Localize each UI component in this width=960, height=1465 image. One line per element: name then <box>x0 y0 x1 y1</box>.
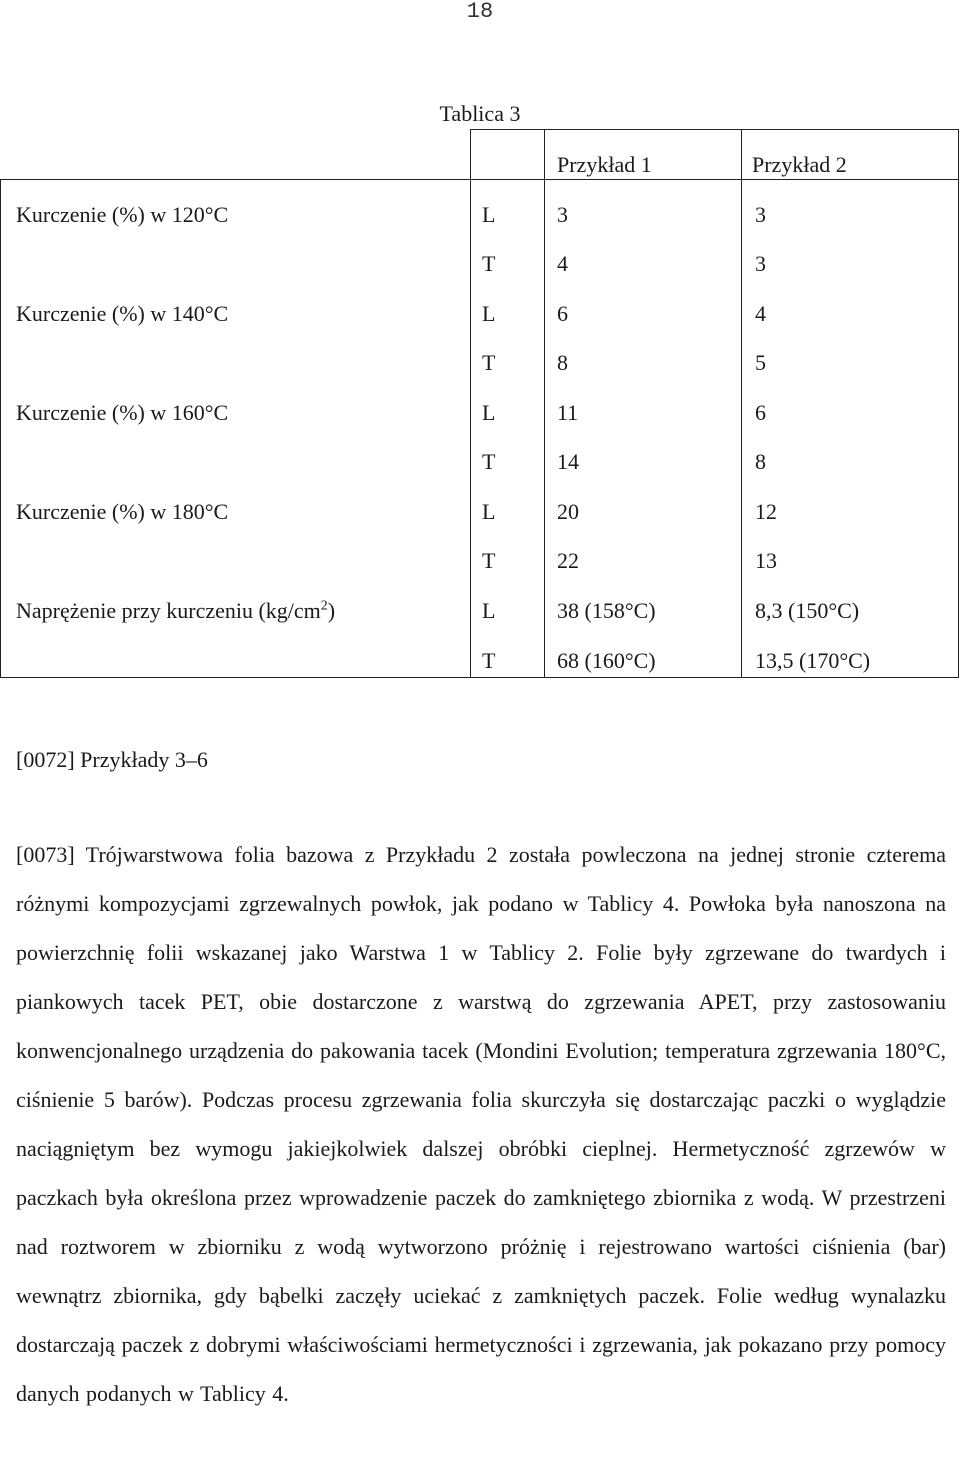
table-right-border <box>958 129 959 678</box>
table-divider-p2 <box>741 129 742 678</box>
table-divider-p1 <box>544 129 545 678</box>
row-direction: T <box>482 648 496 673</box>
row-value-example-2: 5 <box>755 350 766 375</box>
row-value-example-2: 3 <box>755 202 766 227</box>
table-bottom-border <box>0 677 959 678</box>
row-direction: T <box>482 449 496 474</box>
row-direction: L <box>482 400 496 425</box>
row-value-example-1: 8 <box>557 350 568 375</box>
row-direction: T <box>482 548 496 573</box>
header-example-1: Przykład 1 <box>557 152 652 177</box>
row-value-example-1: 11 <box>557 400 579 425</box>
row-label: Kurczenie (%) w 180°C <box>16 499 229 524</box>
table-divider-dir <box>470 129 471 678</box>
row-value-example-1: 4 <box>557 251 568 276</box>
paragraph-0073 <box>16 830 946 1418</box>
row-value-example-1: 20 <box>557 499 579 524</box>
table-caption: Tablica 3 <box>439 101 521 126</box>
paragraph-0073-text: [0073] Trójwarstwowa folia bazowa z Przykładu 2 została powleczona na jednej stronie czterema różnymi kompozycjami zgrzewalnych powłok, jak podano w Tablicy 4. Powłoka była nanoszona na powierzchnię folii wskazanej jako Warstwa 1 w Tablicy 2. Folie były zgrzewane do twardych i piankowych tacek PET, obie dostarczone z warstwą do zgrzewania APET, przy zastosowaniu konwencjonalnego urządzenia do pakowania tacek (Mondini Evolution; temperatura zgrzewania 180°C, ciśnienie 5 barów). Podczas procesu zgrzewania folia skurczyła się dostarczając paczki o wyglądzie naciągniętym bez wymogu jakiejkolwiek dalszej obróbki cieplnej. Hermetyczność zgrzewów w paczkach była określona przez wprowadzenie paczek do zamkniętego zbiornika z wodą. W przestrzeni nad roztworem w zbiorniku z wodą wytworzono próżnię i rejestrowano wartości ciśnienia (bar) wewnątrz zbiornika, gdy bąbelki zaczęły uciekać z zamkniętych paczek. Folie według wynalazku dostarczają paczek z dobrymi właściwościami hermetyczności i zgrzewania, jak pokazano przy pomocy danych podanych w Tablicy 4. <box>16 842 946 1406</box>
row-direction: L <box>482 202 496 227</box>
section-heading-0072: [0072] Przykłady 3–6 <box>16 747 208 772</box>
row-direction: L <box>482 598 496 623</box>
row-value-example-1: 3 <box>557 202 568 227</box>
row-value-example-2: 13,5 (170°C) <box>755 648 871 673</box>
row-value-example-1: 22 <box>557 548 579 573</box>
row-value-example-1: 14 <box>557 449 579 474</box>
stress-label-text: Naprężenie przy kurczeniu (kg/cm <box>16 598 321 623</box>
row-label-stress <box>16 597 335 625</box>
row-direction: L <box>482 301 496 326</box>
row-value-example-1: 38 (158°C) <box>557 598 656 623</box>
row-value-example-2: 13 <box>755 548 777 573</box>
row-value-example-2: 12 <box>755 499 777 524</box>
row-value-example-1: 6 <box>557 301 568 326</box>
row-direction: T <box>482 350 496 375</box>
row-direction: T <box>482 251 496 276</box>
row-value-example-2: 3 <box>755 251 766 276</box>
row-label: Kurczenie (%) w 140°C <box>16 301 229 326</box>
table-header-border <box>0 179 959 180</box>
row-label: Kurczenie (%) w 120°C <box>16 202 229 227</box>
row-value-example-2: 8,3 (150°C) <box>755 598 860 623</box>
row-label: Kurczenie (%) w 160°C <box>16 400 229 425</box>
row-direction: L <box>482 499 496 524</box>
row-value-example-1: 68 (160°C) <box>557 648 656 673</box>
stress-label-end: ) <box>327 598 336 623</box>
table-left-border <box>0 179 1 678</box>
row-value-example-2: 6 <box>755 400 766 425</box>
header-example-2: Przykład 2 <box>752 152 847 177</box>
row-value-example-2: 4 <box>755 301 766 326</box>
page-number: 18 <box>466 0 494 24</box>
row-value-example-2: 8 <box>755 449 766 474</box>
stress-label-superscript: 2 <box>320 598 328 614</box>
